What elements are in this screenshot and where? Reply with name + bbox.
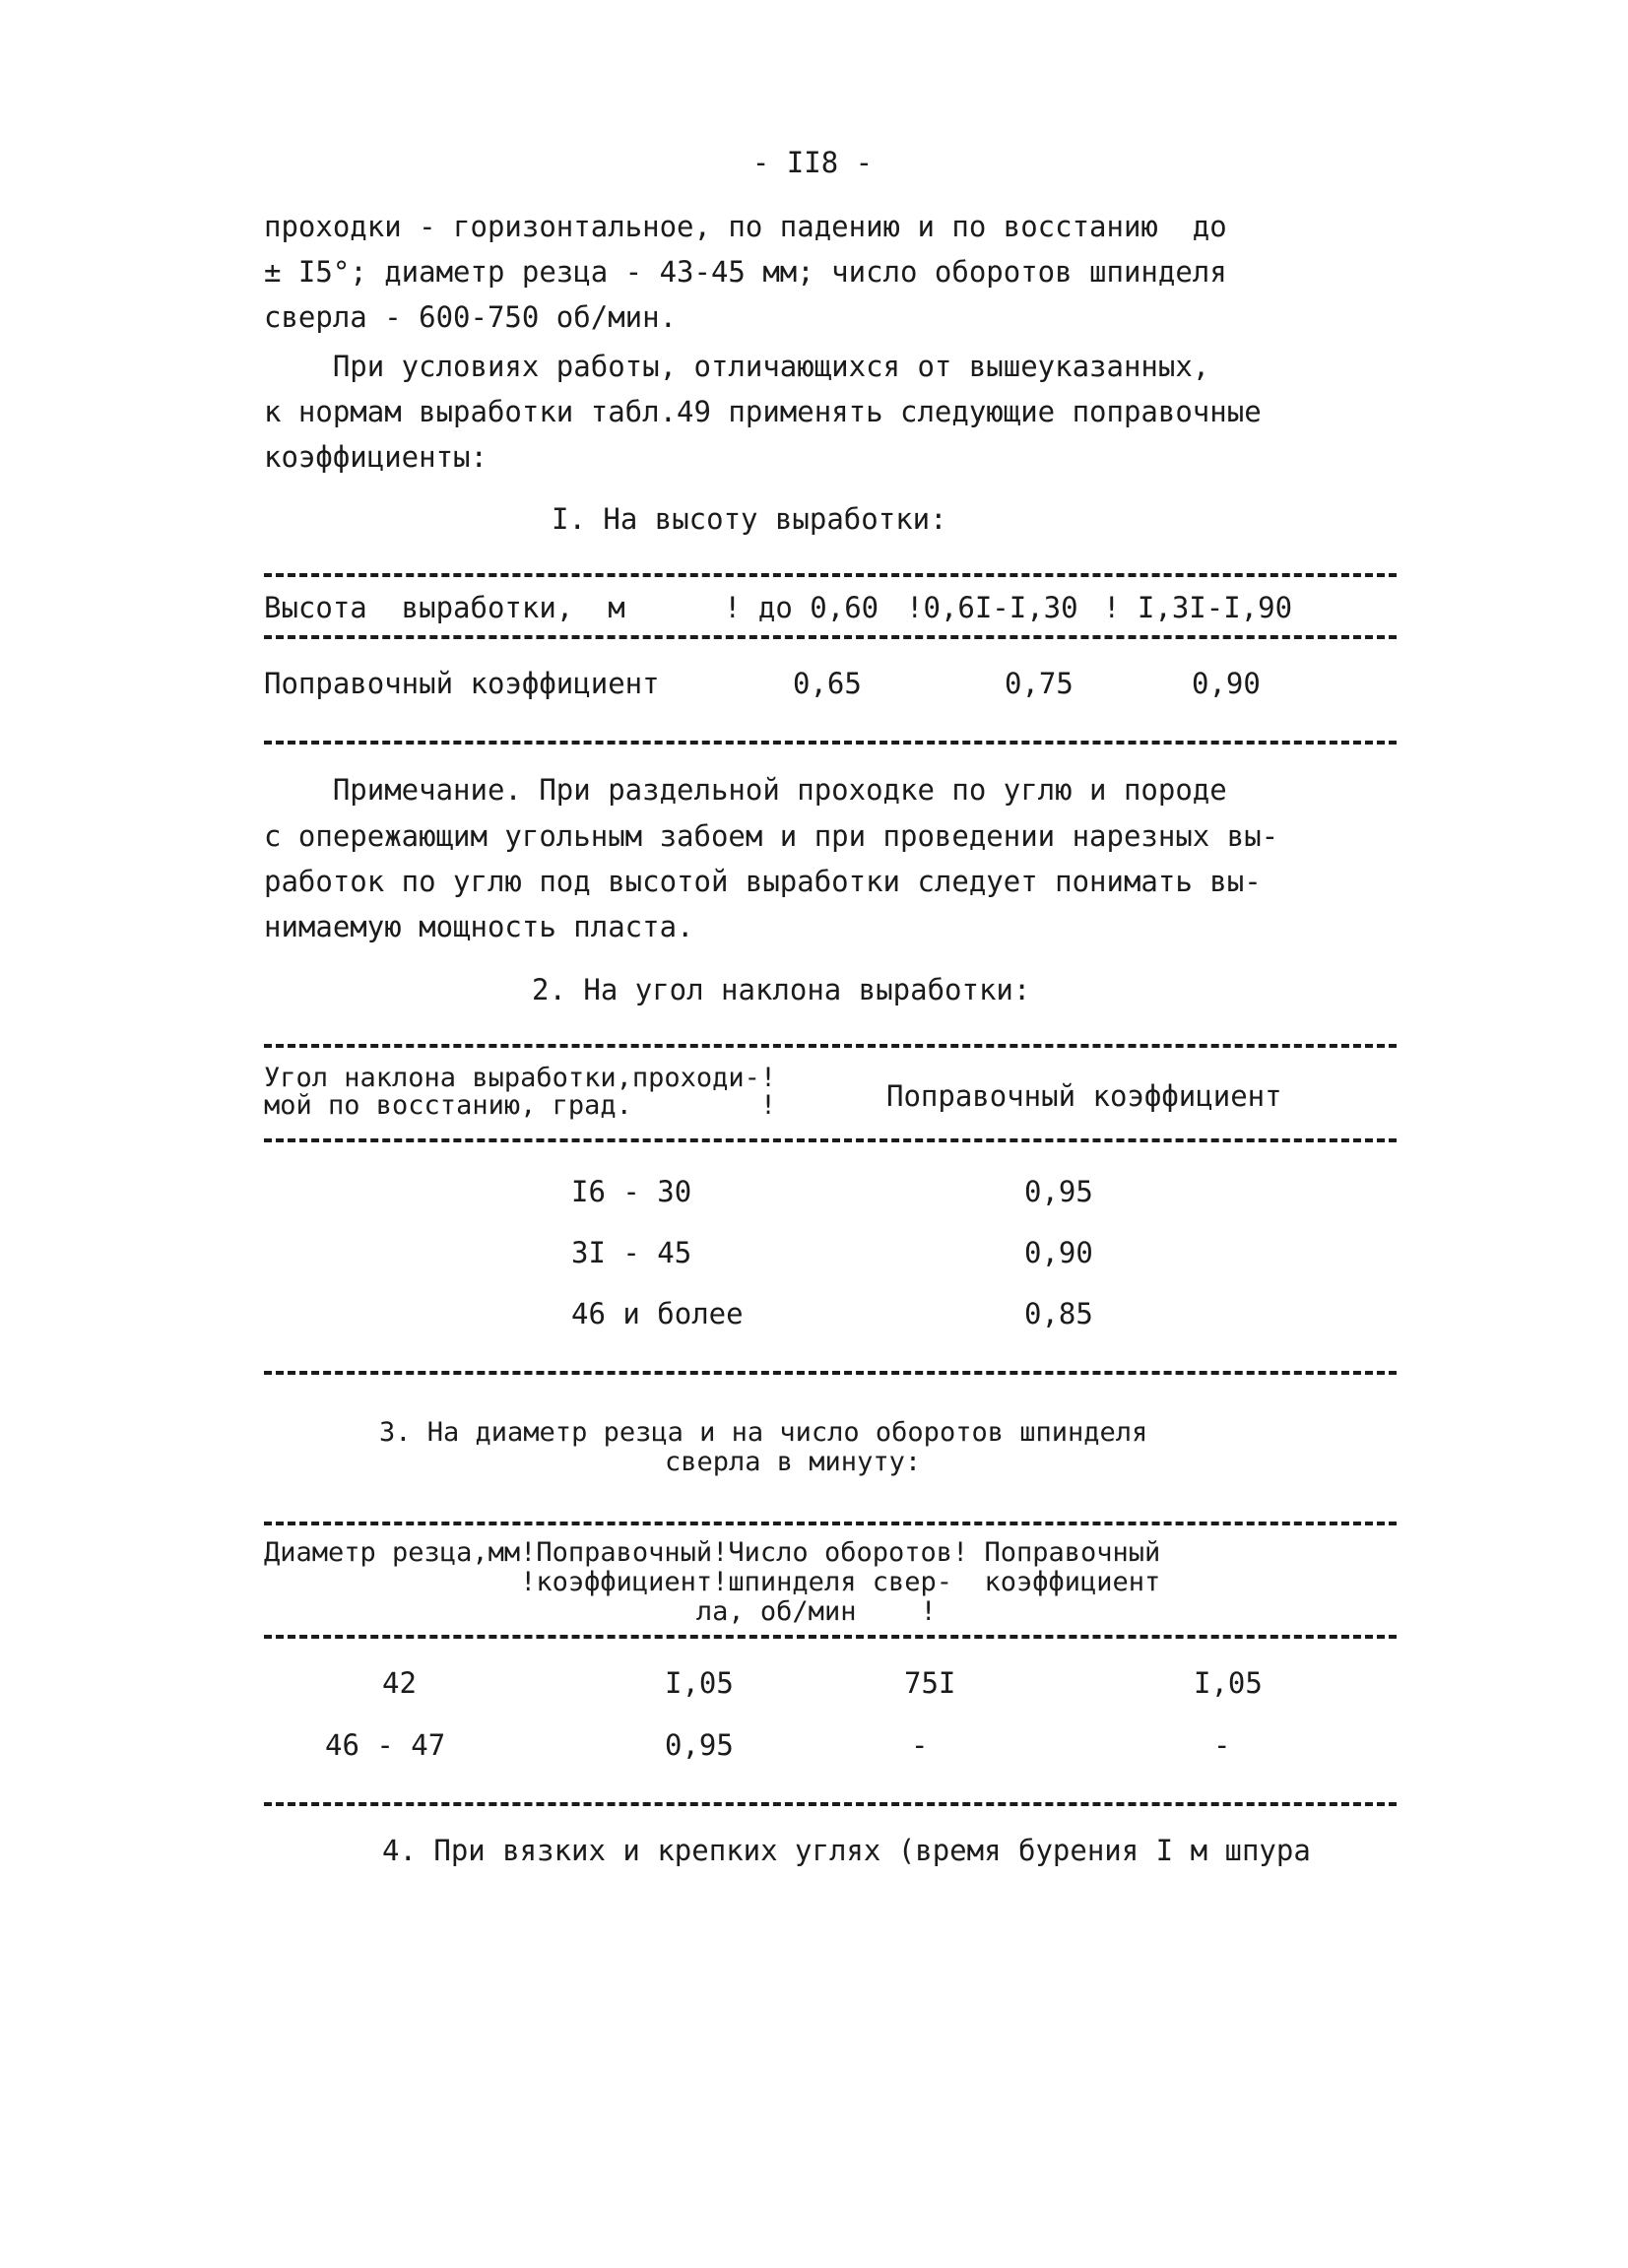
table-cell: 46 и более xyxy=(571,1297,744,1330)
table-cell: I6 - 30 xyxy=(571,1175,692,1208)
column-header: Поправочный коэффициент xyxy=(886,1079,1282,1113)
table-cell: 0,65 xyxy=(793,667,862,700)
table-cell: 42 xyxy=(382,1666,417,1700)
table-cell: 75I xyxy=(904,1666,956,1700)
note-line: работок по углю под высотой выработки следует понимать вы- xyxy=(264,865,1262,898)
table-cell: 0,85 xyxy=(1024,1297,1093,1330)
note-line: с опережающим угольным забоем и при проведении нарезных вы- xyxy=(264,819,1279,853)
heading-line: 3. На диаметр резца и на число оборотов шпинделя xyxy=(379,1417,1148,1448)
footer-line: 4. При вязких и крепких углях (время бурения I м шпура xyxy=(382,1834,1311,1867)
column-header: ла, об/мин ! xyxy=(264,1596,937,1627)
page-number: - II8 - xyxy=(751,146,874,179)
column-header: ! I,3I-I,90 xyxy=(1103,591,1293,624)
table-cell: - xyxy=(1213,1728,1231,1762)
paragraph-line: ± I5°; диаметр резца - 43-45 мм; число оборотов шпинделя xyxy=(264,255,1227,289)
row-label: Поправочный коэффициент xyxy=(264,667,660,700)
table-cell: 0,95 xyxy=(1024,1175,1093,1208)
column-header: Угол наклона выработки,проходи-! xyxy=(264,1063,777,1093)
table-rule xyxy=(264,1802,1397,1806)
table-rule xyxy=(264,741,1397,745)
column-header: Диаметр резца,мм!Поправочный!Число оборотов! Поправочный xyxy=(264,1537,1161,1568)
table-rule xyxy=(264,635,1397,639)
paragraph-line: коэффициенты: xyxy=(264,440,488,474)
column-header: !0,6I-I,30 xyxy=(906,591,1078,624)
table-rule xyxy=(264,1522,1397,1525)
table-cell: - xyxy=(911,1728,929,1762)
table-cell: 0,90 xyxy=(1024,1236,1093,1269)
column-header: !коэффициент!шпинделя свер- коэффициент xyxy=(264,1567,1161,1597)
table-cell: 0,90 xyxy=(1192,667,1261,700)
note-line: нимаемую мощность пласта. xyxy=(264,910,694,943)
table-cell: I,05 xyxy=(665,1666,734,1700)
column-header: ! до 0,60 xyxy=(724,591,879,624)
paragraph-line: к нормам выработки табл.49 применять следующие поправочные xyxy=(264,395,1262,428)
column-header: Высота выработки, м xyxy=(264,591,625,624)
table-cell: 0,95 xyxy=(665,1728,734,1762)
note-line: Примечание. При раздельной проходке по углю и породе xyxy=(264,773,1227,807)
paragraph-line: При условиях работы, отличающихся от вышеуказанных, xyxy=(264,350,1210,383)
column-header: мой по восстанию, град. ! xyxy=(264,1090,777,1121)
paragraph-line: сверла - 600-750 об/мин. xyxy=(264,300,678,334)
table-rule xyxy=(264,573,1397,577)
table-rule xyxy=(264,1138,1397,1142)
section-2-heading: 2. На угол наклона выработки: xyxy=(532,973,1031,1006)
paragraph-line: проходки - горизонтальное, по падению и по восстанию до xyxy=(264,210,1227,243)
table-cell: 0,75 xyxy=(1005,667,1074,700)
table-rule xyxy=(264,1371,1397,1375)
section-1-heading: I. На высоту выработки: xyxy=(552,502,947,536)
table-cell: 46 - 47 xyxy=(325,1728,446,1762)
table-rule xyxy=(264,1044,1397,1048)
table-rule xyxy=(264,1635,1397,1639)
table-cell: 3I - 45 xyxy=(571,1236,692,1269)
table-cell: I,05 xyxy=(1194,1666,1263,1700)
heading-line: сверла в минуту: xyxy=(665,1447,922,1477)
